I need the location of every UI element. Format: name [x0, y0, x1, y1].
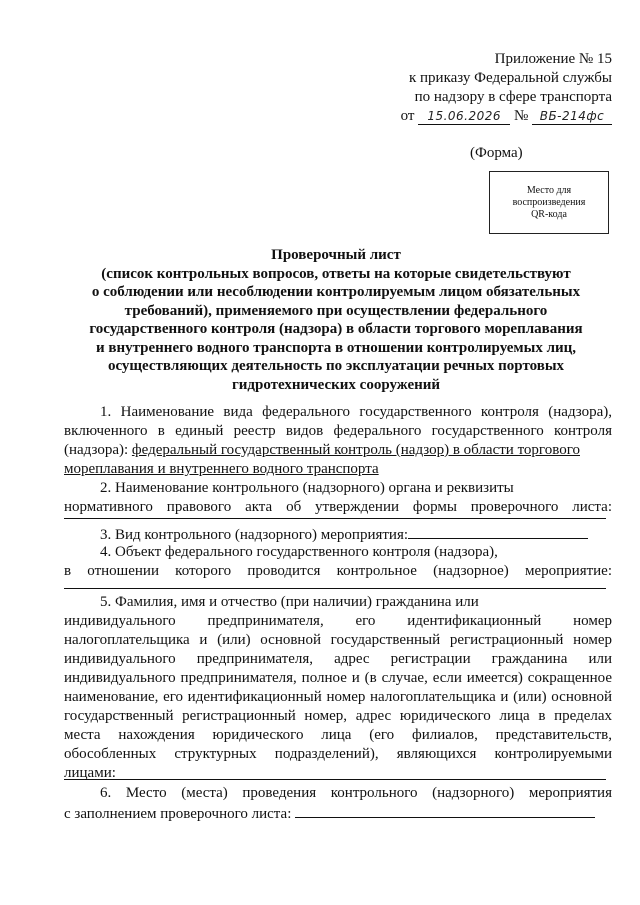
- item-6-fill: [295, 803, 595, 818]
- order-number: ВБ-214фс: [532, 109, 612, 125]
- item-3: [64, 524, 612, 545]
- item-1-line: [64, 441, 612, 460]
- item-6-label: с заполнением проверочного листа:: [64, 806, 292, 822]
- title-line: гидротехнических сооружений: [231, 376, 441, 393]
- annex-date-number-line: [372, 107, 612, 126]
- item-5-line: налогоплательщика и (или) основной государственный регистрационный номер: [64, 632, 612, 648]
- number-label: №: [513, 108, 529, 124]
- item-6-line: 6. Место (места) проведения контрольного (надзорного) мероприятия: [100, 785, 612, 801]
- from-label: от: [400, 108, 415, 124]
- item-5-line: обособленных структурных подразделений), являющихся контролируемыми: [64, 746, 612, 762]
- item-2-line: 2. Наименование контрольного (надзорного) органа и реквизиты: [100, 480, 514, 496]
- item-2-fill-line: [64, 518, 606, 519]
- item-5-line: лицами:: [64, 765, 116, 781]
- item-3-fill: [408, 524, 588, 539]
- item-4: [64, 543, 612, 581]
- item-5-line: индивидуального предпринимателя, адрес регистрации гражданина или: [64, 651, 612, 667]
- item-5-line: места нахождения юридического лица (его филиалов, представительств,: [64, 727, 612, 743]
- item-1-prefix: (надзора):: [64, 442, 132, 458]
- item-6-line: [64, 803, 612, 824]
- qr-text-3: QR-кода: [531, 208, 567, 220]
- item-1: [64, 403, 612, 479]
- title-line: о соблюдении или несоблюдении контролируемым лицом обязательных: [91, 284, 581, 300]
- item-1-line: включенного в единый реестр видов федерального государственного контроля: [64, 423, 612, 439]
- item-5-line: индивидуального предпринимателя, полное и (в случае, если имеется) сокращенное: [64, 670, 612, 686]
- item-2-line: нормативного правового акта об утверждении формы проверочного листа:: [64, 499, 612, 515]
- item-5-fill-line: [64, 779, 606, 780]
- item-5: [64, 593, 612, 783]
- qr-placeholder-box: [489, 171, 609, 234]
- title-line: Проверочный лист: [271, 247, 401, 263]
- control-type-value-cont: мореплавания и внутреннего водного транспорта: [64, 461, 379, 477]
- item-6: [64, 784, 612, 824]
- item-4-line: в отношении которого проводится контрольное (надзорное) мероприятие:: [64, 563, 612, 579]
- item-4-line: 4. Объект федерального государственного контроля (надзора),: [100, 544, 498, 560]
- title-line: (список контрольных вопросов, ответы на которые свидетельствуют: [101, 265, 571, 282]
- document-title: [60, 246, 612, 394]
- annex-header: [372, 50, 612, 126]
- item-4-fill-line: [64, 588, 606, 589]
- item-1-line: 1. Наименование вида федерального государственного контроля (надзора),: [100, 404, 612, 420]
- item-3-label: 3. Вид контрольного (надзорного) мероприятия:: [100, 527, 409, 543]
- form-label: (Форма): [470, 145, 523, 161]
- control-type-value: федеральный государственный контроль (надзор) в области торгового: [131, 442, 580, 458]
- item-2: [64, 479, 612, 517]
- qr-text-2: воспроизведения: [512, 196, 586, 208]
- title-line: государственного контроля (надзора) в области торгового мореплавания: [89, 321, 583, 337]
- title-line: требований), применяемого при осуществлении федерального: [124, 302, 548, 319]
- item-5-line: государственный регистрационный номер, адрес юридического лица в пределах: [64, 708, 612, 724]
- order-date: 15.06.2026: [418, 109, 510, 125]
- item-3-line: [64, 524, 612, 545]
- annex-number: Приложение № 15: [494, 51, 612, 67]
- item-5-line: наименование, его идентификационный номер налогоплательщика и (или) основной: [64, 689, 612, 705]
- annex-order-ref: к приказу Федеральной службы: [408, 70, 612, 86]
- qr-text-1: Место для: [526, 184, 572, 196]
- item-5-line: индивидуального предпринимателя, его идентификационный номер: [64, 613, 612, 629]
- title-line: осуществляющих деятельность по эксплуатации речных портовых: [107, 358, 565, 374]
- item-5-line: 5. Фамилия, имя и отчество (при наличии) гражданина или: [100, 594, 479, 610]
- title-line: и внутреннего водного транспорта в отношении контролируемых лиц,: [95, 339, 577, 356]
- annex-agency: по надзору в сфере транспорта: [414, 89, 612, 105]
